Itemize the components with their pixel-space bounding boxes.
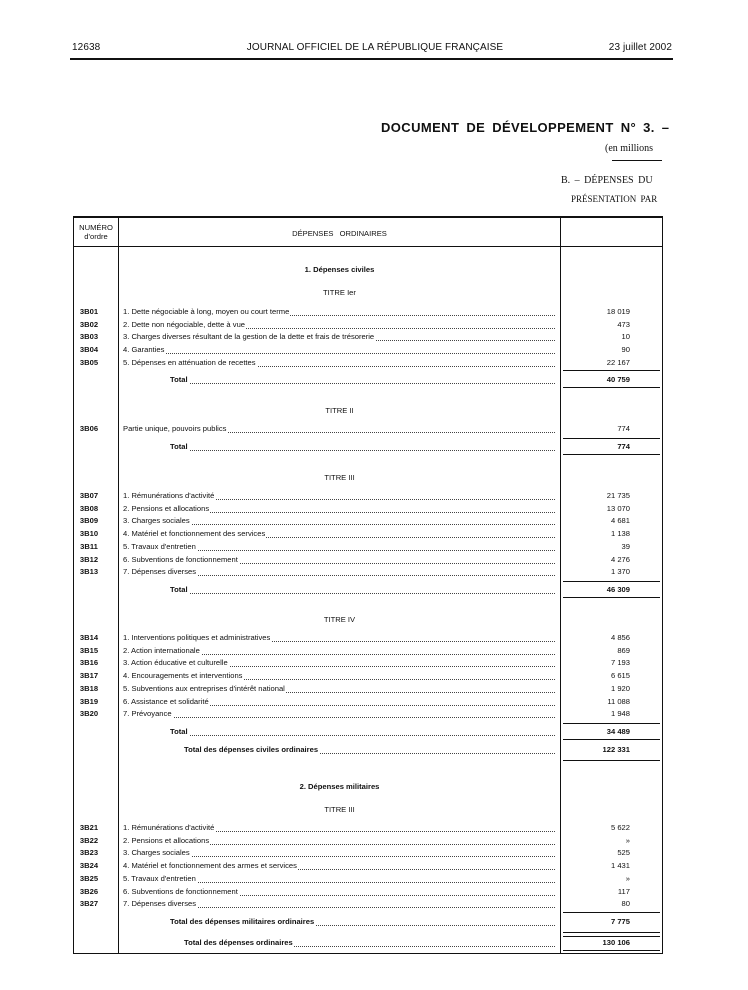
row-code: 3B11 bbox=[80, 541, 98, 551]
total-value: 34 489 bbox=[606, 727, 630, 736]
total-rule-civil bbox=[563, 760, 660, 761]
row-code: 3B16 bbox=[79, 658, 99, 668]
row-value: 4 681 bbox=[610, 516, 630, 526]
row-label: Total des dépenses civiles ordinaires bbox=[184, 745, 319, 754]
row-code: 3B10 bbox=[79, 529, 99, 539]
row-value: 4 276 bbox=[610, 554, 630, 564]
row-value: 11 088 bbox=[607, 696, 630, 706]
row-code: 3B03 bbox=[79, 332, 99, 342]
total-rule-t1-bottom bbox=[563, 387, 660, 388]
total-value: 40 759 bbox=[606, 375, 630, 384]
total-rule-military-bottom bbox=[563, 932, 660, 933]
total-rule-all bbox=[563, 936, 660, 937]
row-label: 1. Rémunérations d'activité bbox=[123, 491, 215, 500]
row-label-cell bbox=[123, 633, 555, 644]
total-rule-t4-bottom bbox=[563, 739, 660, 740]
titre-3-military-heading: TITRE III bbox=[324, 805, 355, 814]
row-label-cell bbox=[123, 671, 555, 682]
row-value: 1 138 bbox=[610, 529, 630, 539]
row-label-cell bbox=[123, 697, 555, 708]
row-code: 3B01 bbox=[79, 307, 99, 316]
row-label-cell bbox=[123, 542, 555, 553]
row-code: 3B14 bbox=[79, 633, 99, 642]
row-label: 1. Dette négociable à long, moyen ou court terme bbox=[123, 307, 290, 316]
table-code-separator bbox=[118, 217, 119, 954]
row-code: 3B07 bbox=[79, 491, 99, 500]
row-value: 7 193 bbox=[610, 658, 630, 668]
row-label-cell bbox=[123, 848, 555, 859]
row-code: 3B23 bbox=[79, 848, 99, 858]
presentation-heading: PRÉSENTATION PAR bbox=[571, 194, 658, 204]
row-value: 90 bbox=[621, 345, 630, 355]
row-label: 3. Charges sociales bbox=[123, 516, 190, 526]
row-label: 2. Dette non négociable, dette à vue bbox=[123, 319, 246, 329]
row-label-cell bbox=[123, 684, 555, 695]
row-label: 6. Subventions de fonctionnement bbox=[123, 554, 238, 564]
row-label-cell bbox=[123, 504, 555, 515]
table-top-rule bbox=[73, 216, 663, 218]
row-label-cell bbox=[170, 727, 555, 738]
row-label: 1. Rémunérations d'activité bbox=[123, 823, 215, 832]
journal-title: JOURNAL OFFICIEL DE LA RÉPUBLIQUE FRANÇAISE bbox=[246, 42, 504, 53]
page-date: 23 juillet 2002 bbox=[608, 42, 672, 53]
row-label: 4. Garanties bbox=[123, 345, 165, 355]
row-value: 473 bbox=[617, 319, 630, 329]
titre-1-heading: TITRE Ier bbox=[323, 288, 356, 297]
row-label-cell bbox=[123, 491, 555, 502]
total-rule-t2 bbox=[563, 438, 660, 439]
row-label-cell bbox=[123, 709, 555, 720]
row-code: 3B24 bbox=[79, 861, 99, 871]
row-code: 3B27 bbox=[79, 899, 99, 909]
total-value: 46 309 bbox=[606, 585, 630, 594]
row-label: 7. Dépenses diverses bbox=[123, 567, 197, 577]
row-label-cell bbox=[170, 585, 555, 596]
document-title: DOCUMENT DE DÉVELOPPEMENT N° 3. – bbox=[381, 120, 670, 135]
row-label: 7. Prévoyance bbox=[123, 709, 172, 719]
row-label: Total des dépenses militaires ordinaires bbox=[170, 917, 315, 926]
row-value: 13 070 bbox=[606, 503, 630, 513]
row-label-cell bbox=[123, 887, 555, 898]
titre-2-heading: TITRE II bbox=[325, 406, 354, 415]
row-label-cell bbox=[123, 836, 555, 847]
row-label-cell bbox=[123, 424, 555, 435]
row-label-cell bbox=[123, 823, 555, 834]
row-label: 3. Charges diverses résultant de la gestion de la dette et frais de trésorerie bbox=[123, 332, 375, 342]
value-rule bbox=[563, 246, 660, 247]
row-label: 5. Dépenses en atténuation de recettes bbox=[123, 357, 256, 367]
row-code: 3B19 bbox=[79, 696, 99, 706]
row-value: 10 bbox=[621, 332, 630, 342]
total-rule-military bbox=[563, 912, 660, 913]
unit-note: (en millions bbox=[605, 143, 654, 154]
total-rule-t1 bbox=[563, 370, 660, 371]
row-label: 5. Travaux d'entretien bbox=[123, 873, 196, 883]
row-label: 2. Pensions et allocations bbox=[123, 503, 210, 513]
row-label-cell bbox=[170, 375, 555, 386]
row-label-cell bbox=[123, 516, 555, 527]
row-code: 3B13 bbox=[79, 567, 99, 577]
row-code: 3B21 bbox=[79, 823, 99, 832]
row-code: 3B08 bbox=[79, 503, 99, 513]
row-label-cell bbox=[184, 938, 555, 949]
row-label: Total bbox=[170, 585, 188, 594]
row-value: 6 615 bbox=[610, 671, 630, 681]
section-heading: B. – DÉPENSES DU bbox=[561, 175, 653, 186]
row-code: 3B15 bbox=[79, 645, 99, 655]
row-label-cell bbox=[123, 307, 555, 318]
total-value: 7 775 bbox=[610, 917, 630, 926]
row-code: 3B05 bbox=[79, 357, 99, 367]
row-code: 3B22 bbox=[79, 835, 99, 845]
row-label: 3. Action éducative et culturelle bbox=[123, 658, 228, 668]
col-ordre-header: d'ordre bbox=[84, 232, 108, 241]
row-value: 1 431 bbox=[610, 861, 630, 871]
row-value: 39 bbox=[621, 541, 630, 551]
total-value: 130 106 bbox=[602, 938, 630, 947]
title-rule bbox=[612, 160, 662, 161]
row-value: » bbox=[625, 835, 630, 845]
row-label: 2. Pensions et allocations bbox=[123, 835, 210, 845]
row-label-cell bbox=[123, 658, 555, 669]
row-label: 6. Assistance et solidarité bbox=[123, 696, 209, 706]
row-label: 6. Subventions de fonctionnement bbox=[123, 886, 238, 896]
row-label: 1. Interventions politiques et administratives bbox=[123, 633, 271, 642]
col-numero-header: NUMÉRO bbox=[79, 223, 113, 232]
row-label: Total des dépenses ordinaires bbox=[184, 938, 293, 947]
row-value: 774 bbox=[617, 424, 630, 433]
row-code: 3B04 bbox=[79, 345, 99, 355]
row-label: Total bbox=[170, 375, 188, 384]
row-value: 80 bbox=[621, 899, 630, 909]
page-number: 12638 bbox=[72, 42, 101, 53]
row-value: 117 bbox=[617, 886, 630, 896]
row-label-cell bbox=[123, 332, 555, 343]
header-rule bbox=[70, 58, 673, 60]
row-label-cell bbox=[123, 646, 555, 657]
row-value: 1 920 bbox=[610, 683, 630, 693]
leader-dots bbox=[123, 352, 555, 354]
table-right-border bbox=[662, 217, 663, 954]
leader-dots bbox=[170, 592, 555, 594]
row-value: 1 948 bbox=[610, 709, 630, 719]
row-label-cell bbox=[170, 917, 555, 928]
row-value: 5 622 bbox=[610, 823, 630, 832]
row-label: 5. Subventions aux entreprises d'intérêt national bbox=[123, 683, 285, 693]
total-rule-all-bottom bbox=[563, 950, 660, 951]
row-label: Total bbox=[170, 442, 188, 451]
row-label-cell bbox=[123, 861, 555, 872]
row-code: 3B25 bbox=[79, 873, 99, 883]
row-label: 4. Matériel et fonctionnement des services bbox=[123, 529, 266, 539]
row-code: 3B12 bbox=[79, 554, 99, 564]
row-label-cell bbox=[123, 874, 555, 885]
total-rule-t4 bbox=[563, 723, 660, 724]
row-label: 5. Travaux d'entretien bbox=[123, 541, 196, 551]
row-label-cell bbox=[123, 567, 555, 578]
total-value: 774 bbox=[617, 442, 630, 451]
row-code: 3B18 bbox=[79, 683, 99, 693]
total-rule-t3-bottom bbox=[563, 597, 660, 598]
row-label: 7. Dépenses diverses bbox=[123, 899, 197, 909]
row-code: 3B20 bbox=[79, 709, 99, 719]
row-value: 18 019 bbox=[606, 307, 630, 316]
leader-dots bbox=[170, 734, 555, 736]
row-code: 3B26 bbox=[79, 886, 99, 896]
leader-dots bbox=[170, 449, 555, 451]
col-depenses-header: DÉPENSES ORDINAIRES bbox=[292, 229, 387, 238]
total-rule-t2-bottom bbox=[563, 454, 660, 455]
row-label: 4. Matériel et fonctionnement des armes et services bbox=[123, 861, 297, 871]
row-label-cell bbox=[123, 345, 555, 356]
row-label-cell bbox=[123, 358, 555, 369]
military-heading: 2. Dépenses militaires bbox=[299, 782, 380, 791]
row-value: 869 bbox=[617, 645, 630, 655]
row-value: 525 bbox=[617, 848, 630, 858]
titre-3-heading: TITRE III bbox=[324, 473, 355, 482]
row-label-cell bbox=[123, 320, 555, 331]
row-code: 3B02 bbox=[79, 319, 99, 329]
row-value: » bbox=[625, 873, 630, 883]
row-label-cell bbox=[170, 442, 555, 453]
civil-heading: 1. Dépenses civiles bbox=[304, 265, 375, 274]
row-code: 3B09 bbox=[79, 516, 99, 526]
row-label: Partie unique, pouvoirs publics bbox=[123, 424, 227, 433]
row-label: Total bbox=[170, 727, 188, 736]
table-bottom-rule bbox=[73, 953, 663, 954]
total-value: 122 331 bbox=[602, 745, 630, 754]
row-value: 21 735 bbox=[606, 491, 630, 500]
row-value: 4 856 bbox=[610, 633, 630, 642]
row-label-cell bbox=[123, 555, 555, 566]
row-value: 1 370 bbox=[610, 567, 630, 577]
row-code: 3B06 bbox=[79, 424, 99, 433]
row-label-cell bbox=[184, 745, 555, 756]
row-label-cell bbox=[123, 899, 555, 910]
leader-dots bbox=[123, 716, 555, 718]
row-value: 22 167 bbox=[606, 357, 630, 367]
leader-dots bbox=[170, 382, 555, 384]
row-label: 2. Action internationale bbox=[123, 645, 200, 655]
titre-4-heading: TITRE IV bbox=[323, 615, 356, 624]
total-rule-t3 bbox=[563, 581, 660, 582]
row-code: 3B17 bbox=[79, 671, 99, 681]
row-label: 3. Charges sociales bbox=[123, 848, 190, 858]
row-label: 4. Encouragements et interventions bbox=[123, 671, 243, 681]
row-label-cell bbox=[123, 529, 555, 540]
